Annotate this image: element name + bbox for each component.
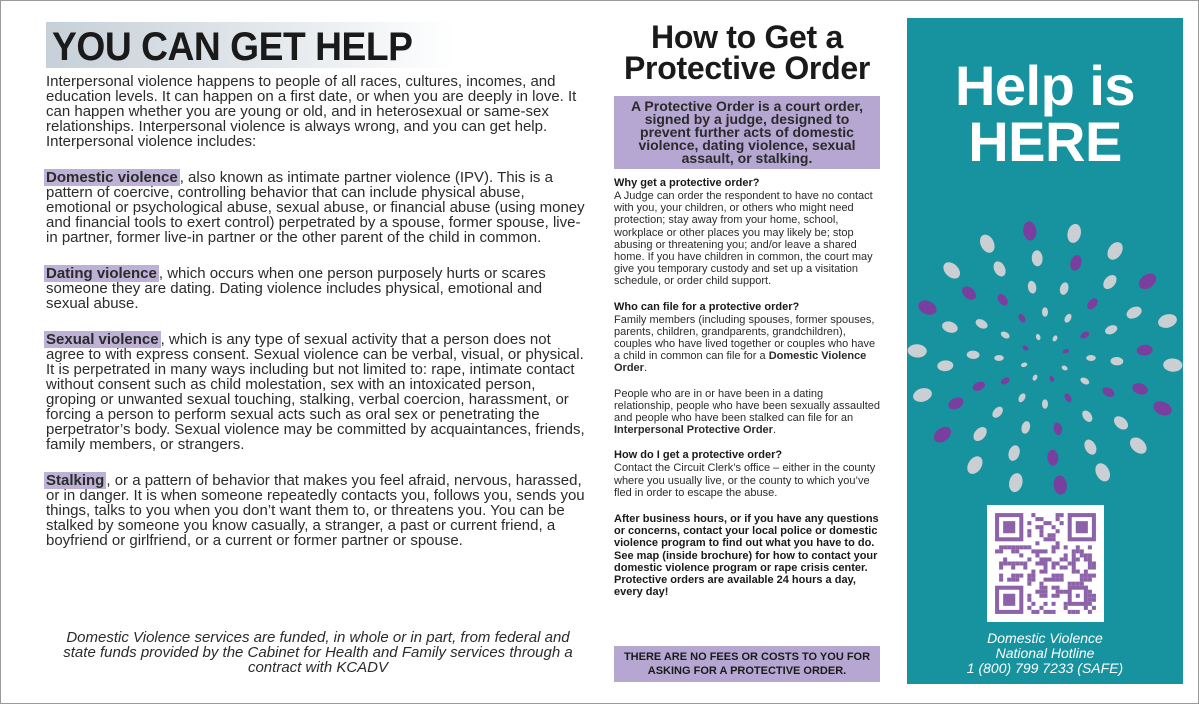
protective-order-definition: A Protective Order is a court order, signed by a judge, designed to prevent further acts of domestic violence, dating violence, sexual assault, or stalking.: [614, 96, 880, 169]
burst-dot: [959, 284, 978, 303]
burst-dot: [1101, 385, 1116, 398]
hotline-phone-number: 1 (800) 799 7233 (SAFE): [966, 660, 1124, 676]
burst-dot: [1079, 376, 1090, 386]
funding-footnote: Domestic Violence services are funded, in whole or in part, from federal and state funds provided by the Cabinet for Health and Family services through a contract with KCADV: [63, 629, 573, 676]
section-dating-violence: [46, 266, 588, 311]
burst-dot: [1104, 239, 1126, 262]
burst-dot: [931, 424, 954, 446]
who-heading: Who can file for a protective order?: [614, 300, 800, 313]
burst-dot: [1068, 254, 1083, 273]
page-title: YOU CAN GET HELP: [52, 25, 413, 69]
burst-dot: [990, 405, 1005, 420]
burst-dot: [1063, 313, 1073, 324]
who-text-1: Family members (including spouses, former spouses, parents, children, grandparents, grandchildren), couples who have lived together or couples who have a child in common can file for a Domestic Violence Order.: [614, 313, 876, 375]
term-domestic-violence: Domestic violence: [46, 169, 178, 186]
burst-dot: [1063, 392, 1073, 403]
section-text: , which occurs when one person purposely hurts or scares someone they are dating. Dating violence includes physical, emotional and sexual abuse.: [46, 265, 546, 312]
middle-panel: [614, 19, 881, 599]
burst-dot: [991, 259, 1008, 278]
burst-dot: [1092, 461, 1112, 484]
burst-dot: [1020, 420, 1031, 435]
section-text: , which is any type of sexual activity that a person does not agree to with express consent. Sexual violence can be verbal, visual, or physical. It is perpetrated in many ways including but not limited to: rape, intimate contact without consent such as child molestation, sex with an intoxicated person, groping or unwanted sexual touching, stalking, verbal coercion, harassment, or forcing a person to perform sexual acts such as oral sex or penetrating the perpetrator’s body. Sexual violence may be committed by acquaintances, friends, family members, or strangers.: [46, 331, 585, 453]
burst-dot: [1079, 330, 1090, 340]
burst-dot: [971, 424, 990, 443]
burst-dot: [1022, 345, 1030, 352]
burst-dot: [1035, 333, 1041, 340]
burst-dot: [1006, 444, 1021, 463]
burst-dot: [1042, 307, 1048, 317]
term-stalking: Stalking: [46, 472, 105, 489]
burst-dot: [911, 386, 933, 404]
burst-dot: [1151, 399, 1174, 419]
how-text: Contact the Circuit Clerk’s office – either in the county where you usually live, or the county to which you’ve fled in order to escape the abuse.: [614, 462, 876, 499]
burst-dot: [1101, 272, 1120, 291]
burst-dot: [971, 380, 986, 393]
burst-dot: [1062, 348, 1069, 354]
burst-dot: [1053, 475, 1068, 496]
burst-dot: [1007, 472, 1024, 494]
burst-dot: [946, 395, 965, 412]
burst-dot: [1017, 313, 1027, 324]
burst-dot: [1110, 357, 1123, 366]
burst-dot: [964, 453, 986, 476]
burst-dot: [1032, 374, 1039, 382]
why-heading: Why get a protective order?: [614, 177, 760, 189]
burst-dot: [977, 232, 997, 255]
burst-dot: [996, 292, 1010, 307]
burst-dot: [916, 298, 939, 318]
burst-dot: [937, 360, 954, 372]
burst-dot: [1017, 392, 1027, 403]
burst-dot: [1086, 355, 1096, 361]
qr-code[interactable]: [987, 505, 1104, 622]
section-domestic-violence: [46, 170, 588, 245]
burst-dot: [1080, 409, 1094, 424]
section-stalking: [46, 473, 588, 548]
after-hours-text: After business hours, or if you have any questions or concerns, contact your local police or domestic violence program to find out what you have to do. See map (inside brochure) for how to contact your domestic violence program or rape crisis center. Protective orders are available 24 hours a day, every day!: [614, 513, 879, 599]
term-sexual-violence: Sexual violence: [46, 331, 159, 348]
burst-dot: [1031, 250, 1043, 267]
how-heading: How do I get a protective order?: [614, 449, 783, 462]
help-is-here-title: Help is HERE: [954, 54, 1136, 173]
burst-dot: [1058, 281, 1069, 296]
burst-dot: [1085, 296, 1100, 311]
section-text: , or a pattern of behavior that makes you feel afraid, nervous, harassed, or in danger. It is when someone repeatedly contacts you, follows you, sends you things, talks to you when you don’t want them to, or threatens you. You can be stalked by someone you know casually, a stranger, a past or current friend, a boyfriend or girlfriend, or a current or former partner or spouse.: [46, 472, 585, 549]
burst-dot: [1131, 381, 1150, 396]
dot-burst-graphic: [907, 208, 1183, 508]
why-text: A Judge can order the respondent to have no contact with you, your children, or others who might need protection; stay away from your home, school, workplace or other places you may likely be; stop abusing or threatening you; and/or leave a shared home. If you have children in common, the court may give you temporary custody and set up a visitation schedule, or order child support.: [614, 190, 873, 288]
burst-dot: [1053, 422, 1064, 436]
national-hotline: Domestic Violence National Hotline 1 (800) 799 7233 (SAFE): [907, 631, 1183, 676]
burst-dot: [1156, 312, 1178, 330]
burst-dot: [1082, 438, 1099, 457]
burst-dot: [1163, 358, 1183, 372]
burst-dot: [907, 344, 927, 358]
burst-dot: [1020, 362, 1027, 368]
burst-dot: [1047, 449, 1059, 466]
burst-dot: [967, 350, 980, 359]
burst-dot: [1000, 376, 1011, 386]
who-text-2: People who are in or have been in a dating relationship, people who have been sexually assaulted and people who have been stalked can file for an Interpersonal Protective Order.: [614, 387, 881, 437]
title-band: [46, 22, 454, 68]
burst-dot: [1000, 330, 1011, 340]
burst-dot: [1127, 434, 1150, 457]
burst-dot: [1049, 375, 1055, 382]
burst-dot: [940, 259, 963, 282]
burst-dot: [1066, 223, 1083, 245]
domestic-violence-order: Domestic Violence Order: [614, 350, 867, 375]
term-dating-violence: Dating violence: [46, 265, 157, 282]
interpersonal-protective-order: Interpersonal Protective Order: [614, 424, 773, 437]
burst-dot: [994, 355, 1004, 361]
burst-dot: [1125, 304, 1144, 321]
burst-dot: [1027, 280, 1038, 294]
burst-dot: [1104, 323, 1119, 336]
protective-order-title: How to Get a Protective Order: [624, 19, 870, 86]
section-text: , also known as intimate partner violence (IPV). This is a pattern of coercive, controlling behavior that can include physical abuse, emotional or psychological abuse, sexual abuse, or financial abuse (using money and financial tools to exert control) perpetrated by a spouse, former spouse, live-in partner, former live-in partner or the other parent of the child in common.: [46, 169, 585, 246]
burst-dot: [1061, 365, 1069, 372]
section-sexual-violence: [46, 332, 588, 452]
burst-dot: [1022, 221, 1037, 242]
intro-paragraph: Interpersonal violence happens to people of all races, cultures, incomes, and education levels. It can happen on a first date, or when you are deeply in love. It can happen whether you are young or old, and in heterosexual or same-sex relationships. Interpersonal violence is always wrong, and you can get help. Interpersonal violence includes:: [46, 73, 577, 150]
left-panel: [46, 22, 588, 548]
right-panel: [907, 18, 1183, 684]
no-fees-notice: THERE ARE NO FEES OR COSTS TO YOU FOR ASKING FOR A PROTECTIVE ORDER.: [614, 646, 880, 682]
burst-dot: [1136, 344, 1153, 356]
burst-dot: [1136, 270, 1159, 292]
burst-dot: [974, 317, 989, 330]
burst-dot: [941, 319, 960, 334]
burst-dot: [1052, 335, 1059, 343]
burst-dot: [1111, 414, 1130, 433]
burst-dot: [1042, 399, 1048, 409]
